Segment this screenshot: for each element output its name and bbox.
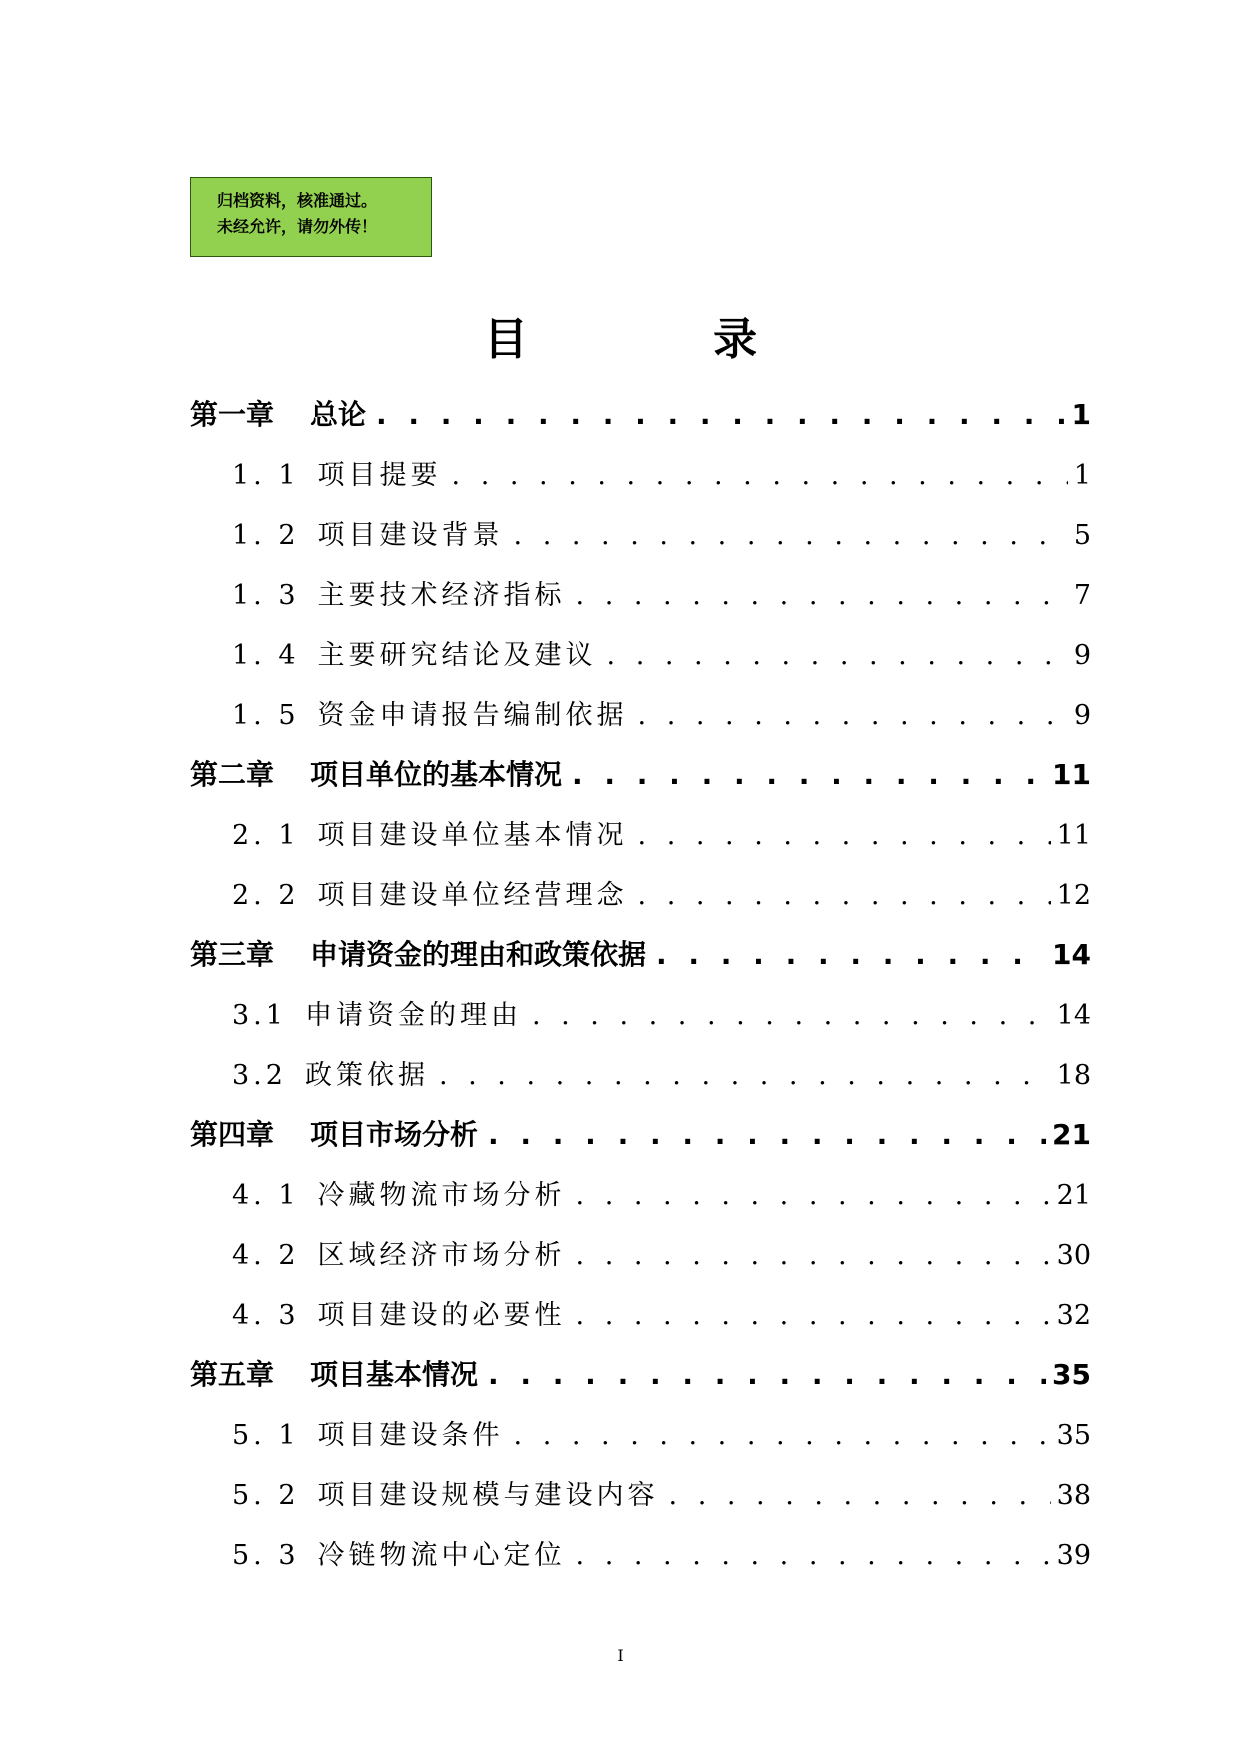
toc-entry-section-4-1[interactable] bbox=[232, 1173, 1091, 1213]
toc-entry-number: 5. 2 bbox=[232, 1480, 300, 1511]
toc-entry-label: 区域经济市场分析 bbox=[317, 1240, 566, 1271]
toc-entry-section-5-3[interactable] bbox=[232, 1533, 1091, 1573]
toc-entry-page: 7 bbox=[1073, 580, 1091, 611]
toc-entry-page: 5 bbox=[1073, 520, 1091, 551]
toc-entry-section-4-2[interactable] bbox=[232, 1233, 1091, 1273]
toc-entry-section-2-2[interactable] bbox=[232, 873, 1091, 913]
toc-entry-page: 39 bbox=[1056, 1540, 1091, 1571]
toc-entry-label: 申请资金的理由 bbox=[304, 1000, 522, 1031]
toc-entry-label: 资金申请报告编制依据 bbox=[317, 700, 628, 731]
toc-entry-number: 第五章 bbox=[190, 1358, 275, 1391]
toc-dot-leader bbox=[532, 1000, 1051, 1031]
toc-entry-number: 4. 1 bbox=[232, 1180, 300, 1211]
stamp-line-2: 未经允许，请勿外传！ bbox=[217, 217, 378, 236]
toc-entry-page: 12 bbox=[1056, 880, 1091, 911]
toc-entry-number: 第一章 bbox=[190, 398, 275, 431]
toc-entry-number: 3.1 bbox=[232, 1000, 287, 1031]
toc-entry-section-3-1[interactable] bbox=[232, 993, 1091, 1033]
toc-entry-section-5-1[interactable] bbox=[232, 1413, 1091, 1453]
toc-entry-number: 第四章 bbox=[190, 1118, 275, 1151]
toc-entry-page: 35 bbox=[1052, 1358, 1091, 1391]
toc-entry-label: 项目提要 bbox=[317, 460, 442, 491]
toc-dot-leader bbox=[576, 1180, 1051, 1211]
toc-entry-section-2-1[interactable] bbox=[232, 813, 1091, 853]
toc-dot-leader bbox=[576, 1240, 1051, 1271]
toc-entry-label: 项目建设规模与建设内容 bbox=[317, 1480, 659, 1511]
toc-entry-number: 2. 1 bbox=[232, 820, 300, 851]
toc-title: 目 录 bbox=[483, 314, 843, 365]
toc-dot-leader bbox=[576, 580, 1068, 611]
toc-entry-section-1-1[interactable] bbox=[232, 453, 1091, 493]
toc-entry-number: 5. 1 bbox=[232, 1420, 300, 1451]
toc-entry-label: 主要技术经济指标 bbox=[317, 580, 566, 611]
toc-entry-number: 1. 2 bbox=[232, 520, 300, 551]
toc-entry-section-3-2[interactable] bbox=[232, 1053, 1091, 1093]
toc-entry-page: 21 bbox=[1052, 1118, 1091, 1151]
toc-entry-chapter-2[interactable] bbox=[190, 753, 1091, 793]
toc-entry-page: 9 bbox=[1073, 640, 1091, 671]
toc-entry-number: 4. 3 bbox=[232, 1300, 300, 1331]
toc-entry-number: 1. 3 bbox=[232, 580, 300, 611]
toc-entry-chapter-5[interactable] bbox=[190, 1353, 1091, 1393]
toc-dot-leader bbox=[669, 1480, 1051, 1511]
toc-dot-leader bbox=[452, 460, 1068, 491]
toc-entry-section-1-3[interactable] bbox=[232, 573, 1091, 613]
toc-entry-number: 3.2 bbox=[232, 1060, 287, 1091]
toc-entry-label: 项目基本情况 bbox=[310, 1358, 479, 1391]
toc-entry-label: 项目建设条件 bbox=[317, 1420, 504, 1451]
toc-entry-label: 项目建设背景 bbox=[317, 520, 504, 551]
toc-entry-section-5-2[interactable] bbox=[232, 1473, 1091, 1513]
toc-entry-chapter-4[interactable] bbox=[190, 1113, 1091, 1153]
toc-dot-leader bbox=[572, 758, 1046, 791]
toc-dot-leader bbox=[514, 520, 1068, 551]
toc-entry-label: 项目建设单位基本情况 bbox=[317, 820, 628, 851]
toc-entry-label: 项目建设单位经营理念 bbox=[317, 880, 628, 911]
toc-dot-leader bbox=[488, 1358, 1046, 1391]
toc-entry-number: 1. 1 bbox=[232, 460, 300, 491]
toc-entry-page: 32 bbox=[1056, 1300, 1091, 1331]
toc-entry-label: 主要研究结论及建议 bbox=[317, 640, 597, 671]
toc-entry-chapter-3[interactable] bbox=[190, 933, 1091, 973]
toc-entry-label: 项目单位的基本情况 bbox=[310, 758, 563, 791]
toc-entry-page: 38 bbox=[1056, 1480, 1091, 1511]
toc-entry-label: 总论 bbox=[310, 398, 367, 431]
toc-entry-section-4-3[interactable] bbox=[232, 1293, 1091, 1333]
toc-entry-label: 冷链物流中心定位 bbox=[317, 1540, 566, 1571]
stamp-line-1: 归档资料，核准通过。 bbox=[217, 191, 378, 210]
toc-entry-number: 第三章 bbox=[190, 938, 275, 971]
toc-entry-page: 11 bbox=[1052, 758, 1091, 791]
toc-dot-leader bbox=[576, 1540, 1051, 1571]
toc-entry-chapter-1[interactable] bbox=[190, 393, 1091, 433]
toc-entry-number: 第二章 bbox=[190, 758, 275, 791]
toc-entry-page: 9 bbox=[1073, 700, 1091, 731]
toc-dot-leader bbox=[638, 820, 1051, 851]
toc-dot-leader bbox=[638, 880, 1051, 911]
toc-entry-section-1-4[interactable] bbox=[232, 633, 1091, 673]
toc-entry-section-1-5[interactable] bbox=[232, 693, 1091, 733]
toc-entry-page: 14 bbox=[1056, 1000, 1091, 1031]
toc-entry-page: 21 bbox=[1056, 1180, 1091, 1211]
toc-entry-number: 4. 2 bbox=[232, 1240, 300, 1271]
toc-dot-leader bbox=[656, 938, 1046, 971]
toc-entry-page: 1 bbox=[1073, 460, 1091, 491]
toc-dot-leader bbox=[488, 1118, 1046, 1151]
toc-entry-number: 1. 5 bbox=[232, 700, 300, 731]
page-number: I bbox=[617, 1646, 624, 1665]
toc-entry-label: 冷藏物流市场分析 bbox=[317, 1180, 566, 1211]
toc-entry-label: 项目建设的必要性 bbox=[317, 1300, 566, 1331]
toc-entry-label: 项目市场分析 bbox=[310, 1118, 479, 1151]
toc-entry-page: 18 bbox=[1056, 1060, 1091, 1091]
toc-entry-page: 14 bbox=[1052, 938, 1091, 971]
toc-entry-number: 1. 4 bbox=[232, 640, 300, 671]
toc-dot-leader bbox=[576, 1300, 1051, 1331]
toc-dot-leader bbox=[607, 640, 1068, 671]
toc-entry-page: 30 bbox=[1056, 1240, 1091, 1271]
toc-entry-section-1-2[interactable] bbox=[232, 513, 1091, 553]
toc-entry-page: 11 bbox=[1056, 820, 1091, 851]
toc-dot-leader bbox=[514, 1420, 1051, 1451]
toc-entry-label: 政策依据 bbox=[304, 1060, 429, 1091]
toc-entry-number: 2. 2 bbox=[232, 880, 300, 911]
toc-entry-page: 35 bbox=[1056, 1420, 1091, 1451]
toc-dot-leader bbox=[638, 700, 1068, 731]
toc-dot-leader bbox=[376, 398, 1065, 431]
toc-dot-leader bbox=[439, 1060, 1051, 1091]
toc-entry-page: 1 bbox=[1071, 398, 1091, 431]
toc-entry-number: 5. 3 bbox=[232, 1540, 300, 1571]
toc-entry-label: 申请资金的理由和政策依据 bbox=[310, 938, 647, 971]
